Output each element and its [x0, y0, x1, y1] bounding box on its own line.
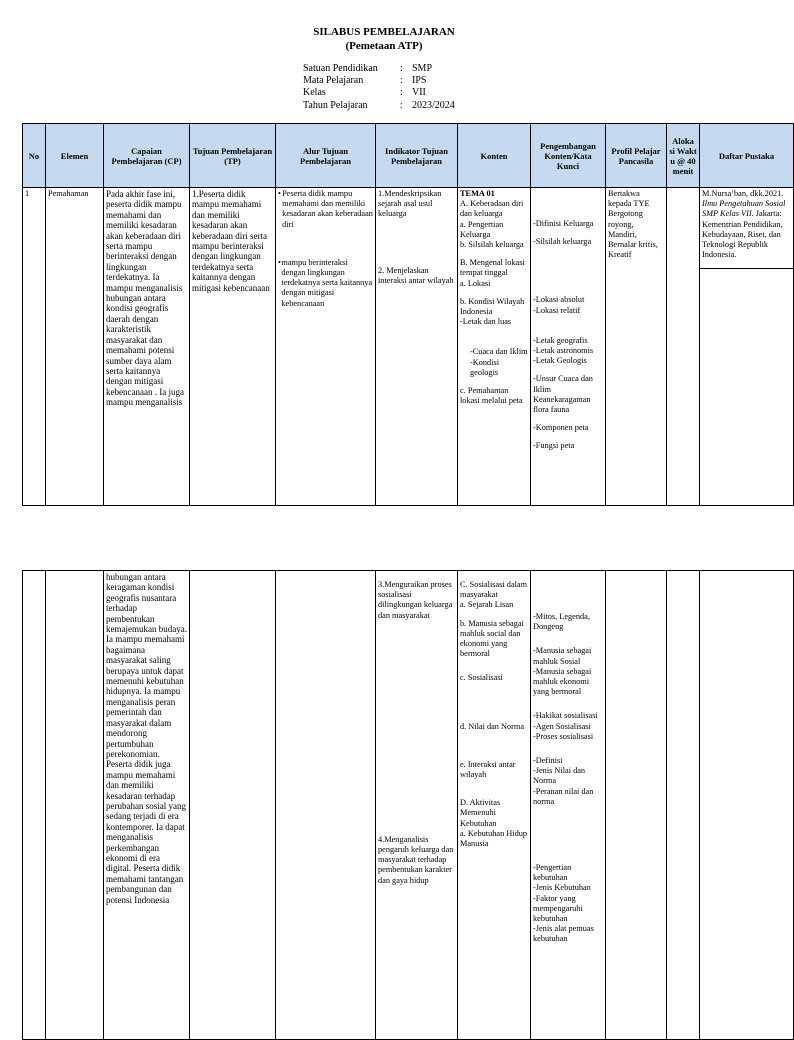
- konten-tema: TEMA 01: [460, 189, 495, 198]
- document-subtitle: (Pemetaan ATP): [345, 40, 423, 52]
- cell-no: 1: [23, 188, 46, 506]
- konten-subitem: -Cuaca dan Iklim -Kondisi geologis: [470, 347, 528, 377]
- cell-alokasi-waktu: [667, 188, 700, 506]
- cell-konten: [458, 571, 531, 1040]
- meta-sep: :: [400, 99, 403, 111]
- header-daftar-pustaka: Daftar Pustaka: [700, 124, 794, 188]
- meta-value: 2023/2024: [412, 99, 455, 111]
- header-row: [23, 124, 794, 188]
- meta-row-tahun: [303, 100, 455, 112]
- dp-publisher: Jakarta: Kementrian Pendidikan, Kebudayaan, Riset, dan Teknologi Republik Indonesia.: [702, 209, 783, 260]
- cell-tp: [190, 571, 276, 1040]
- meta-key: Tahun Pelajaran: [303, 99, 368, 111]
- cell-kata-kunci: [531, 188, 606, 506]
- konten-item: D. Aktivitas Memenuhi Kebutuhan: [460, 798, 501, 828]
- konten-subitem: b. Kondisi Wilayah Indonesia -Letak dan luas: [460, 296, 525, 327]
- cell-itp: [376, 571, 458, 1040]
- header-atp: Alur Tujuan Pembelajaran: [276, 124, 376, 188]
- cell-konten: [458, 188, 531, 506]
- konten-subitem: c. Pemahaman lokasi melalui peta: [460, 386, 523, 406]
- cell-elemen: [46, 571, 104, 1040]
- header-no: No: [23, 124, 46, 188]
- kk-item: -Hakikat sosialisasi -Agen Sosialisasi -Proses sosialisasi: [533, 711, 598, 741]
- meta-key: Kelas: [303, 87, 326, 99]
- daftar-pustaka-text: [702, 189, 791, 260]
- document-title: SILABUS PEMBELAJARAN: [313, 26, 455, 38]
- cell-no: [23, 571, 46, 1040]
- header-elemen: Elemen: [46, 124, 104, 188]
- kk-item: -Unsur Cuaca dan Iklim Keanekaragaman flora fauna: [533, 374, 593, 415]
- bullet-icon: •: [278, 257, 281, 267]
- itp-item: 2. Menjelaskan interaksi antar wilayah: [378, 265, 454, 285]
- itp-item: 3.Menguraikan proses sosialisasi dilingkungan keluarga dan masyarakat: [378, 580, 453, 620]
- atp-text: Peserta didik mampu memahami dan memiliki kesadaran akan keberadaan diri: [282, 189, 373, 229]
- cell-daftar-pustaka: [700, 188, 794, 506]
- cell-profil-pancasila: Bertakwa kepada TYE Bergotong royong, Mandiri, Bernalar kritis, Kreatif: [606, 188, 667, 506]
- konten-subitem: c. Sosialisasi: [460, 673, 503, 683]
- cell-cp: hubungan antara keragaman kondisi geografis nusantara terhadap pembentukan kemajemukan budaya. Ia mampu memahami bagaimana masyarakat saling berupaya untuk dapat memenuhi kebutuhan hidupnya. Ia mampu menganalisis peran pemerintah dan masyarakat dalam mendorong pertumbuhan perekonomian. Peserta didik juga mampu memahami dan memiliki kesadaran terhadap perubahan sosial yang sedang terjadi di era kontemporer. Ia dapat menganalisis perkembangan ekonomi di era digital. Peserta didik memahami tantangan pembangunan dan potensi Indonesia: [104, 571, 190, 1040]
- konten-subitem: a. Lokasi: [460, 278, 491, 288]
- kk-item: -Mitos, Legenda, Dongeng: [533, 612, 590, 632]
- meta-value: VII: [412, 87, 426, 99]
- header-tp: Tujuan Pembelajaran (TP): [190, 124, 276, 188]
- atp-item: [278, 258, 373, 309]
- konten-subitem: a. Pengertian Keluarga: [460, 219, 504, 239]
- meta-row-satuan: [303, 63, 455, 75]
- konten-subitem: b. Silsilah keluarga: [460, 240, 524, 250]
- cell-kata-kunci: [531, 571, 606, 1040]
- meta-key: Satuan Pendidikan: [303, 63, 378, 74]
- header-kata-kunci: Pengembangan Konten/Kata Kunci: [531, 124, 606, 188]
- table-row: [23, 571, 794, 1040]
- syllabus-table-page2: [22, 570, 794, 1040]
- konten-item: C. Sosialisasi dalam masyarakat: [460, 580, 528, 600]
- konten-subitem: a. Kebutuhan Hidup Manusia: [460, 828, 528, 849]
- cell-cp: Pada akhir fase ini, peserta didik mampu memahami dan memiliki kesadaran akan keberadaan diri serta mampu berinteraksi dengan lingkungan terdekatnya. Ia mampu menganalisis hubungan antara kondisi geografis daerah dengan karakteristik masyarakat dan memahami potensi sumber daya alam serta kaitannya dengan mitigasi kebencanaan . Ia juga mampu menganalisis: [104, 188, 190, 506]
- meta-sep: :: [400, 75, 403, 87]
- cell-atp: [276, 188, 376, 506]
- kk-item: -Pengertian kebutuhan -Jenis Kebutuhan -Faktor yang mempengaruhi kebutuhan -Jenis alat pemuas kebutuhan: [533, 863, 594, 944]
- header-profil-pancasila: Profil Pelajar Pancasila: [606, 124, 667, 188]
- cell-divider: [700, 268, 793, 269]
- cell-alokasi-waktu: [667, 571, 700, 1040]
- kk-item: -Difinisi Keluarga: [533, 219, 594, 228]
- header-itp: Indikator Tujuan Pembelajaran: [376, 124, 458, 188]
- kk-item: -Manusia sebagai mahluk Sosial -Manusia sebagai mahluk ekonomi yang bermoral: [533, 646, 592, 697]
- dp-book-title: Ilmu Pengetahuan Sosial SMP Kelas VII.: [702, 199, 786, 219]
- document-meta: [303, 63, 455, 112]
- kk-item: -Silsilah keluarga: [533, 237, 592, 247]
- meta-sep: :: [400, 63, 403, 74]
- konten-subitem: e. Interaksi antar wilayah: [460, 759, 516, 780]
- konten-subitem: d. Nilai dan Norma: [460, 721, 525, 731]
- cell-atp: [276, 571, 376, 1040]
- itp-item: 4.Menganalisis pengaruh keluarga dan masyarakat terhadap pembentukan karakter dan gaya hidup: [378, 834, 454, 885]
- header-alokasi-waktu: Aloka si Wakt u @ 40 menit: [667, 124, 700, 188]
- kk-item: -Definisi -Jenis Nilai dan Norma -Peranan nilai dan norma: [533, 756, 594, 806]
- konten-subitem: a. Sejarah Lisan: [460, 600, 514, 610]
- header-cp: Capaian Pembelajaran (CP): [104, 124, 190, 188]
- meta-sep: :: [400, 87, 403, 99]
- cell-profil-pancasila: [606, 571, 667, 1040]
- atp-item: [278, 189, 373, 230]
- konten-subitem: b. Manusia sebagai mahluk social dan ekonomi yang bermoral: [460, 618, 524, 659]
- bullet-icon: •: [278, 189, 281, 198]
- meta-value: IPS: [412, 75, 427, 87]
- konten-item: B. Mengenal lokasi tempat tinggal: [460, 258, 525, 278]
- itp-item: 1.Mendeskripsikan sejarah asal usul keluarga: [378, 189, 442, 219]
- konten-item: A. Keberadaan diri dan keluarga: [460, 199, 524, 219]
- table-row: [23, 188, 794, 506]
- cell-daftar-pustaka: [700, 571, 794, 1040]
- kk-item: -Letak geografis -Letak astronomis -Letak Geologis: [533, 335, 594, 366]
- cell-tp: 1.Peserta didik mampu memahami dan memiliki kesadaran akan keberadaan diri serta mampu berinteraksi dengan lingkungan terdekatnya serta kaitannya dengan mitigasi kebencanaan: [190, 188, 276, 506]
- atp-text: mampu berinteraksi dengan lingkungan terdekatnya serta kaitannya dengan mitigasi kebencanaan: [281, 257, 373, 308]
- meta-value: SMP: [412, 63, 433, 74]
- meta-row-mapel: [303, 75, 455, 87]
- syllabus-table-page1: [22, 123, 794, 506]
- header-konten: Konten: [458, 124, 531, 188]
- kk-item: -Lokasi absolut -Lokasi relatif: [533, 295, 585, 315]
- meta-key: Mata Pelajaran: [303, 75, 364, 87]
- meta-row-kelas: [303, 87, 455, 99]
- cell-elemen: Pemahaman: [46, 188, 104, 506]
- dp-author: M.Nursa’ban, dkk.2021.: [702, 189, 784, 198]
- kk-item: -Komponen peta: [533, 423, 589, 433]
- kk-item: -Fungsi peta: [533, 441, 575, 451]
- cell-itp: [376, 188, 458, 506]
